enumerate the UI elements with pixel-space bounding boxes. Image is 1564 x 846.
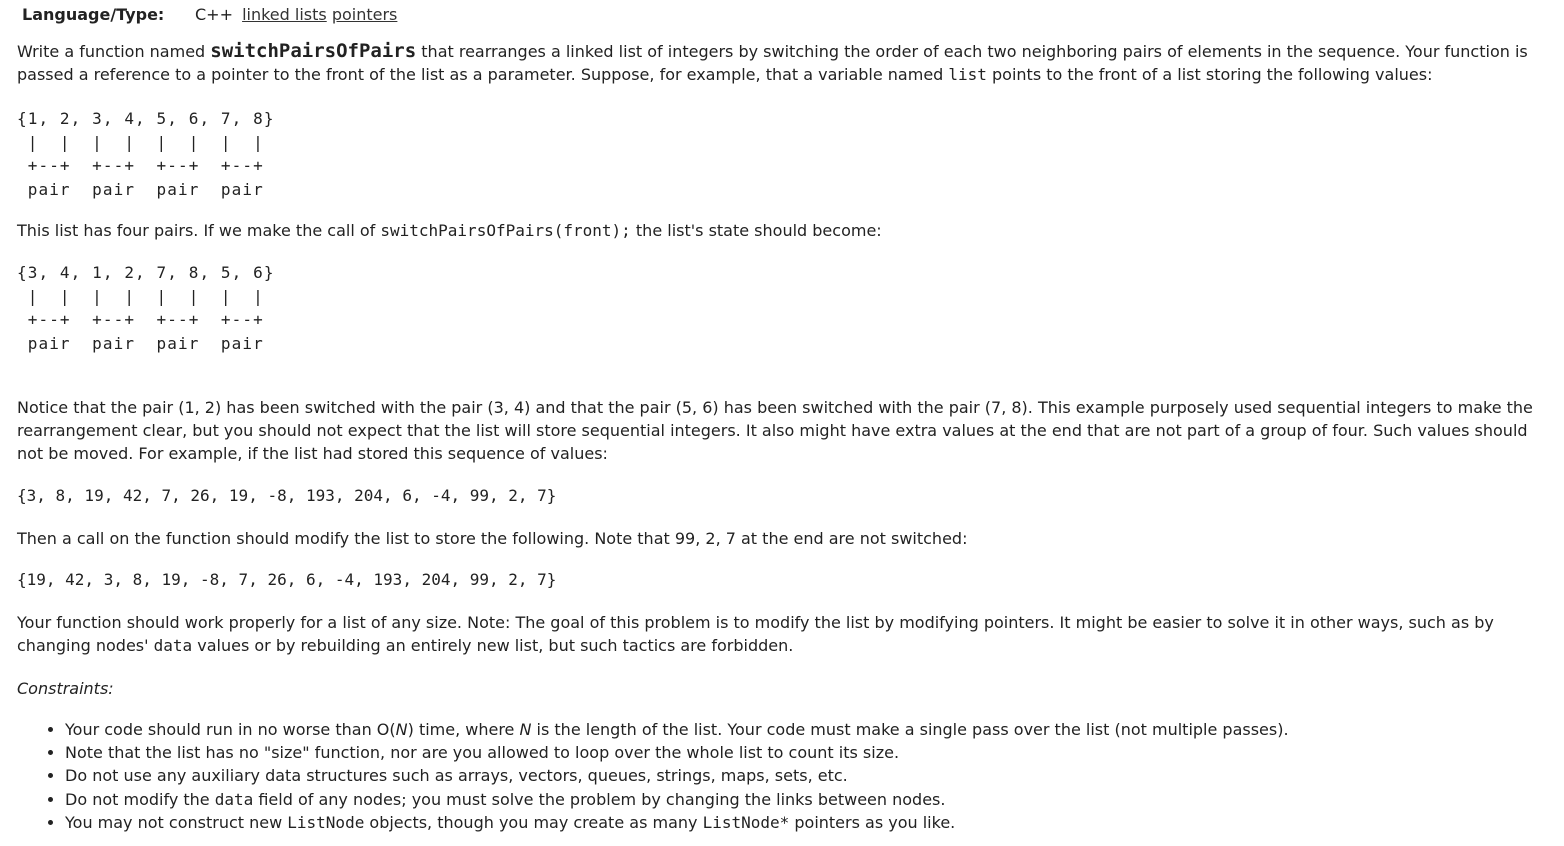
constraint-text: field of any nodes; you must solve the problem by changing the links between nodes.: [253, 789, 946, 809]
constraints-heading: Constraints:: [17, 679, 114, 698]
listnode-pointer-code: ListNode*: [702, 812, 790, 832]
data-field-code: data: [214, 789, 254, 809]
constraint-item: [65, 811, 1564, 834]
work-text-2: values or by rebuilding an entirely new list, but such tactics are forbidden.: [192, 636, 794, 655]
intro-text-1: Write a function named: [17, 42, 211, 61]
constraints-list: [17, 718, 1564, 834]
call-paragraph: [17, 219, 1557, 242]
intro-text-2: that rearranges a linked list of integers by switching the order of each two neighboring pairs of elements in the sequence. Your function is passed a reference to a pointer to the front of the list as a parameter. Suppose, for example, that a variable named: [17, 42, 1528, 84]
work-text-1: Your function should work properly for a list of any size. Note: The goal of this problem is to modify the list by modifying pointers. It might be easier to solve it in other ways, such as by changing nodes': [17, 613, 1494, 655]
call-text-1: This list has four pairs. If we make the call of: [17, 221, 381, 240]
constraint-text: pointers as you like.: [789, 812, 956, 832]
example-list-after: {3, 4, 1, 2, 7, 8, 5, 6} | | | | | | | | +--+ +--+ +--+ +--+ pair pair pair pair: [17, 263, 275, 353]
n-variable: N: [519, 720, 532, 739]
example-sequence-after: {19, 42, 3, 8, 19, -8, 7, 26, 6, -4, 193, 204, 99, 2, 7}: [17, 570, 557, 589]
intro-paragraph: [17, 40, 1557, 86]
call-text-2: the list's state should become:: [630, 221, 882, 240]
constraint-text: ) time, where: [407, 720, 520, 739]
tag-link-linked-lists[interactable]: linked lists: [242, 5, 327, 24]
list-variable-code: list: [948, 65, 987, 84]
example-list-before: {1, 2, 3, 4, 5, 6, 7, 8} | | | | | | | | +--+ +--+ +--+ +--+ pair pair pair pair: [17, 109, 275, 199]
call-code: switchPairsOfPairs(front);: [380, 221, 631, 240]
notice-paragraph: Notice that the pair (1, 2) has been switched with the pair (3, 4) and that the pair (5, 6) has been switched with the pair (7, 8). This example purposely used sequential integers to make the rearrangement clear, but you should not expect that the list will store sequential integers. It also might have extra values at the end that are not part of a group of four. Such values should not be moved. For example, if the list had stored this sequence of values:: [17, 398, 1533, 463]
constraint-text: objects, though you may create as many: [364, 812, 703, 832]
then-paragraph: Then a call on the function should modify the list to store the following. Note that 99, 2, 7 at the end are not switched:: [17, 529, 968, 548]
constraint-item: • Note that the list has no "size" function, nor are you allowed to loop over the whole list to count its size.: [65, 741, 1564, 764]
function-name: switchPairsOfPairs: [210, 40, 417, 62]
tag-link-pointers[interactable]: pointers: [331, 5, 398, 24]
constraint-item: [65, 788, 1564, 811]
language-type-row: [22, 4, 397, 26]
language-type-label: Language/Type:: [22, 5, 165, 24]
constraint-text: Your code should run in no worse than O(: [65, 720, 396, 739]
big-o-n: N: [395, 720, 408, 739]
constraint-text: You may not construct new: [65, 812, 288, 832]
intro-text-3: points to the front of a list storing the following values:: [986, 65, 1433, 84]
listnode-code: ListNode: [287, 812, 365, 832]
constraint-item: [65, 718, 1564, 741]
constraint-text: is the length of the list. Your code must make a single pass over the list (not multiple passes).: [531, 720, 1289, 739]
constraint-item: • Do not use any auxiliary data structures such as arrays, vectors, queues, strings, maps, sets, etc.: [65, 764, 1564, 787]
constraint-text: Do not modify the: [65, 789, 215, 809]
data-field-code: data: [153, 636, 193, 655]
example-sequence-before: {3, 8, 19, 42, 7, 26, 19, -8, 193, 204, 6, -4, 99, 2, 7}: [17, 486, 557, 505]
work-paragraph: [17, 611, 1557, 657]
language-name: C++: [195, 5, 233, 24]
